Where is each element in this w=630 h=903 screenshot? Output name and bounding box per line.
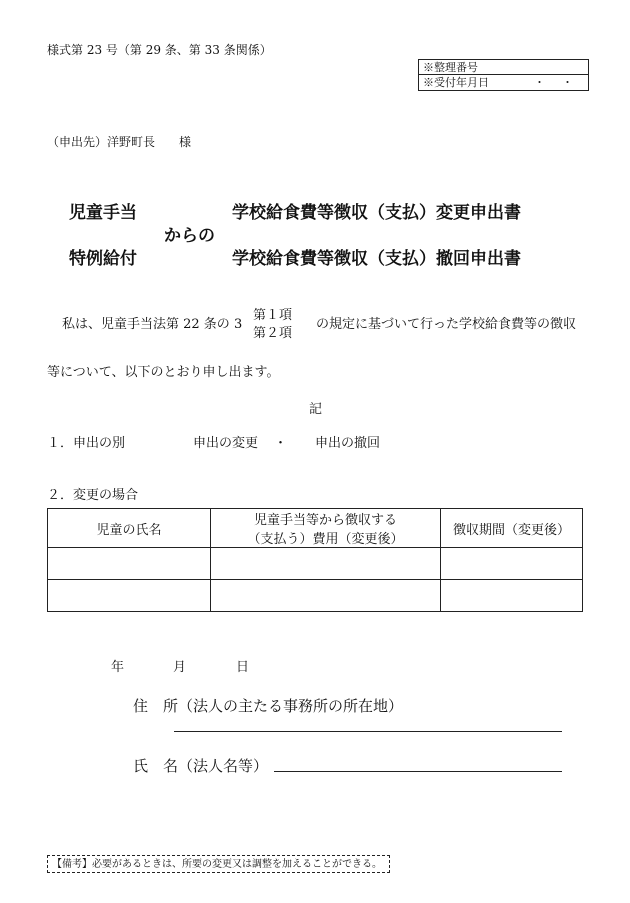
name-label: 氏 名（法人名等） [133, 757, 269, 775]
option-change: 申出の変更 [193, 436, 259, 451]
header-fee [211, 509, 441, 548]
reference-number-label: ※整理番号 [419, 60, 588, 75]
section-1-label: １．申出の別 [47, 436, 126, 451]
body-prefix: 私は、児童手当法第 22 条の 3 [62, 317, 243, 332]
table-row [48, 580, 583, 612]
date-dot-2: ・ [562, 76, 573, 89]
child-name-cell[interactable] [48, 548, 211, 580]
office-use-box [418, 59, 589, 91]
name-line[interactable] [274, 771, 562, 772]
fee-cell[interactable] [211, 580, 441, 612]
ki-heading: 記 [309, 402, 323, 417]
header-period: 徴収期間（変更後） [441, 509, 583, 548]
section-2-label: ２．変更の場合 [47, 488, 139, 503]
body-suffix: の規定に基づいて行った学校給食費等の徴収 [316, 317, 577, 332]
title-middle: からの [164, 226, 215, 246]
title-left-bottom: 特例給付 [69, 249, 137, 269]
form-number: 様式第 23 号（第 29 条、第 33 条関係） [47, 43, 272, 57]
header-fee-line-2: （支払う）費用（変更後） [247, 532, 404, 547]
body-clause-2: 第２項 [253, 326, 293, 341]
date-day: 日 [236, 660, 250, 675]
receipt-date-text: ※受付年月日 [423, 76, 489, 89]
date-month: 月 [173, 660, 187, 675]
address-line[interactable] [174, 731, 562, 732]
date-dot-1: ・ [534, 76, 545, 89]
body-clause-1: 第１項 [253, 308, 293, 323]
body-line-2: 等について、以下のとおり申し出ます。 [47, 365, 280, 380]
title-right-top: 学校給食費等徴収（支払）変更申出書 [232, 203, 521, 223]
addressee: （申出先）洋野町長 様 [47, 135, 192, 149]
header-child-name: 児童の氏名 [48, 509, 211, 548]
date-year: 年 [111, 660, 125, 675]
option-withdraw: 申出の撤回 [315, 436, 381, 451]
table-header-row [48, 509, 583, 548]
title-right-bottom: 学校給食費等徴収（支払）撤回申出書 [232, 249, 521, 269]
title-left-top: 児童手当 [69, 203, 137, 223]
receipt-date-label [419, 75, 588, 90]
option-separator: ・ [274, 436, 288, 451]
period-cell[interactable] [441, 548, 583, 580]
remarks-note: 【備考】必要があるときは、所要の変更又は調整を加えることができる。 [47, 855, 390, 873]
child-name-cell[interactable] [48, 580, 211, 612]
address-label: 住 所（法人の主たる事務所の所在地） [133, 697, 404, 715]
fee-cell[interactable] [211, 548, 441, 580]
table-row [48, 548, 583, 580]
change-table [47, 508, 583, 612]
header-fee-line-1: 児童手当等から徴収する [253, 513, 397, 528]
period-cell[interactable] [441, 580, 583, 612]
